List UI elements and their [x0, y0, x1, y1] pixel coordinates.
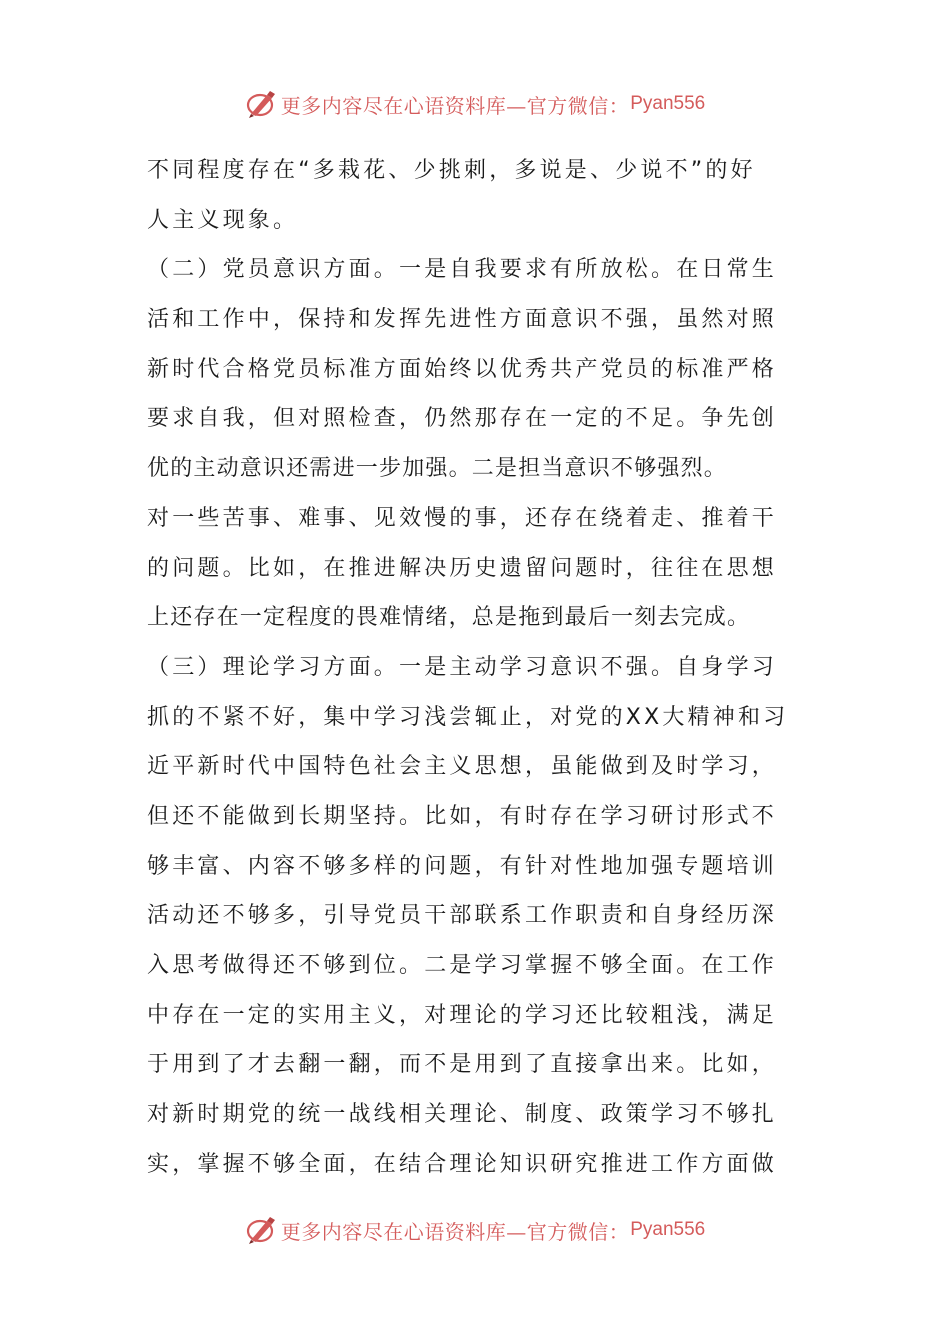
text-line: 够丰富、内容不够多样的问题，有针对性地加强专题培训 — [147, 853, 778, 879]
text-line: 实，掌握不够全面，在结合理论知识研究推进工作方面做 — [147, 1151, 778, 1177]
watermark-text: 更多内容尽在心语资料库—官方微信： — [280, 93, 630, 118]
text-line: 入思考做得还不够到位。二是学习掌握不够全面。在工作 — [147, 953, 778, 978]
text-line: 活和工作中，保持和发挥先进性方面意识不强，虽然对照 — [147, 307, 778, 333]
text-line: 对新时期党的统一战线相关理论、制度、政策学习不够扎 — [147, 1102, 778, 1128]
text-line: 不同程度存在“多栽花、少挑刺，多说是、少说不”的好 — [147, 158, 756, 183]
watermark-text: 更多内容尽在心语资料库—官方微信： — [280, 1219, 630, 1244]
watermark-handle: Pyan556 — [630, 1219, 706, 1240]
pen-logo-icon — [245, 1213, 279, 1247]
text-line: 抓的不紧不好，集中学习浅尝辄止，对党的XX大精神和习 — [147, 704, 789, 730]
text-line: 活动还不够多，引导党员干部联系工作职责和自身经历深 — [147, 903, 778, 929]
text-line: 但还不能做到长期坚持。比如，有时存在学习研讨形式不 — [147, 803, 778, 829]
text-line: 的问题。比如，在推进解决历史遗留问题时，往往在思想 — [147, 555, 778, 581]
footer-watermark — [0, 1210, 950, 1250]
text-line: （二）党员意识方面。一是自我要求有所放松。在日常生 — [147, 257, 778, 283]
body-text — [147, 146, 807, 1189]
text-line: 对一些苦事、难事、见效慢的事，还存在绕着走、推着干 — [147, 505, 778, 531]
text-line: 要求自我，但对照检查，仍然那存在一定的不足。争先创 — [147, 406, 778, 432]
text-line: 新时代合格党员标准方面始终以优秀共产党员的标准严格 — [147, 356, 778, 382]
text-line: 中存在一定的实用主义，对理论的学习还比较粗浅，满足 — [147, 1002, 778, 1028]
text-line: 上还存在一定程度的畏难情绪，总是拖到最后一刻去完成。 — [147, 605, 751, 631]
pen-logo-icon — [245, 87, 279, 121]
text-line: 近平新时代中国特色社会主义思想，虽能做到及时学习， — [147, 754, 778, 780]
text-line: 于用到了才去翻一翻，而不是用到了直接拿出来。比如， — [147, 1052, 778, 1078]
text-line: 优的主动意识还需进一步加强。二是担当意识不够强烈。 — [147, 456, 728, 482]
header-watermark — [0, 84, 950, 124]
watermark-handle: Pyan556 — [630, 93, 706, 114]
text-line: 人主义现象。 — [147, 207, 299, 233]
text-line: （三）理论学习方面。一是主动学习意识不强。自身学习 — [147, 654, 778, 680]
